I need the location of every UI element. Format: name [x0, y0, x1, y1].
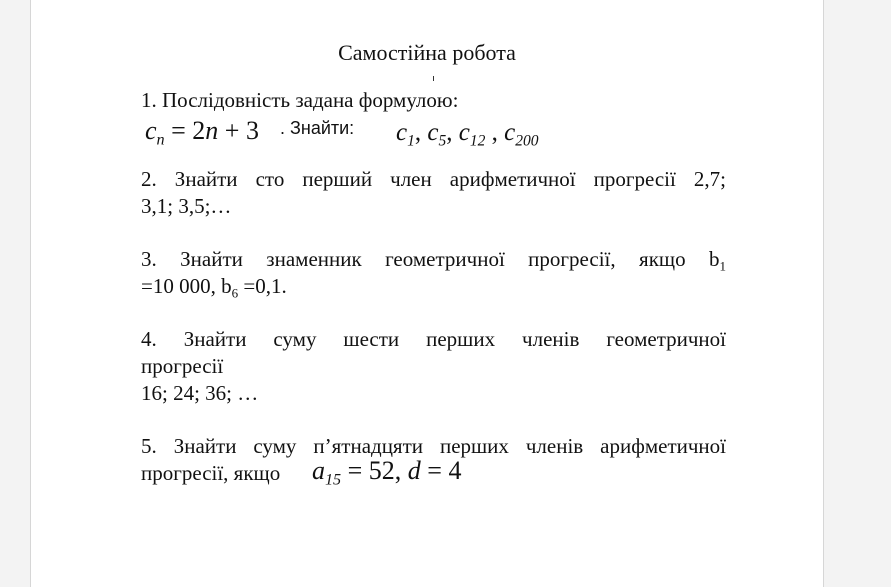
item-subscript: 200	[515, 132, 539, 150]
task-1-find-label: . Знайти:	[280, 118, 355, 138]
task-3-text: 3. Знайти знаменник геометричної прогресії, якщо	[141, 247, 686, 271]
formula-variable: d	[407, 456, 421, 485]
item-subscript: 1	[407, 132, 415, 150]
task-4-line-1: 4. Знайти суму шести перших членів геометричної	[141, 327, 726, 351]
b6-subscript: 6	[231, 285, 239, 301]
item-variable: c	[427, 119, 439, 146]
task-1-statement: 1. Послідовність задана формулою:	[141, 88, 459, 112]
task-4-line-2: прогресії	[141, 354, 224, 378]
item-separator: ,	[485, 119, 505, 146]
task-5-formula	[312, 454, 461, 488]
task-1-find-items	[396, 116, 538, 150]
document-page	[30, 0, 824, 587]
formula-rest: = 4	[420, 456, 462, 485]
formula-variable: a	[312, 456, 325, 485]
formula-subscript: 15	[325, 471, 342, 489]
formula-subscript: n	[156, 131, 165, 149]
task-4-line-3: 16; 24; 36; …	[141, 381, 259, 405]
item-separator: ,	[414, 119, 428, 146]
task-3-line-2	[141, 273, 287, 300]
task-3-value-post: =0,1.	[238, 274, 287, 298]
item-variable: c	[504, 119, 516, 146]
task-2-line-1: 2. Знайти сто перший член арифметичної прогресії 2,7;	[141, 167, 726, 191]
b-letter: b	[709, 247, 720, 271]
formula-equals: = 52,	[341, 456, 408, 485]
formula-variable: c	[145, 116, 157, 145]
page-title: Самостійна робота	[338, 40, 516, 65]
formula-equals: = 2	[164, 116, 206, 145]
task-5-line-1: 5. Знайти суму п’ятнадцяти перших членів арифметичної	[141, 434, 726, 458]
b1-subscript: 1	[719, 258, 727, 274]
b1-term	[709, 247, 727, 274]
task-3-line-1	[141, 246, 726, 273]
item-subscript: 5	[438, 132, 447, 150]
task-1-formula	[145, 114, 259, 148]
formula-rest: + 3	[218, 116, 259, 145]
task-5-line-2: прогресії, якщо	[141, 461, 281, 485]
task-2-line-2: 3,1; 3,5;…	[141, 194, 232, 218]
item-variable: c	[396, 119, 408, 146]
cursor-mark	[433, 76, 434, 81]
item-subscript: 12	[469, 132, 486, 150]
item-variable: c	[458, 119, 470, 146]
item-separator: ,	[446, 119, 459, 146]
formula-variable: n	[205, 116, 219, 145]
task-3-value-pre: =10 000, b	[141, 274, 232, 298]
